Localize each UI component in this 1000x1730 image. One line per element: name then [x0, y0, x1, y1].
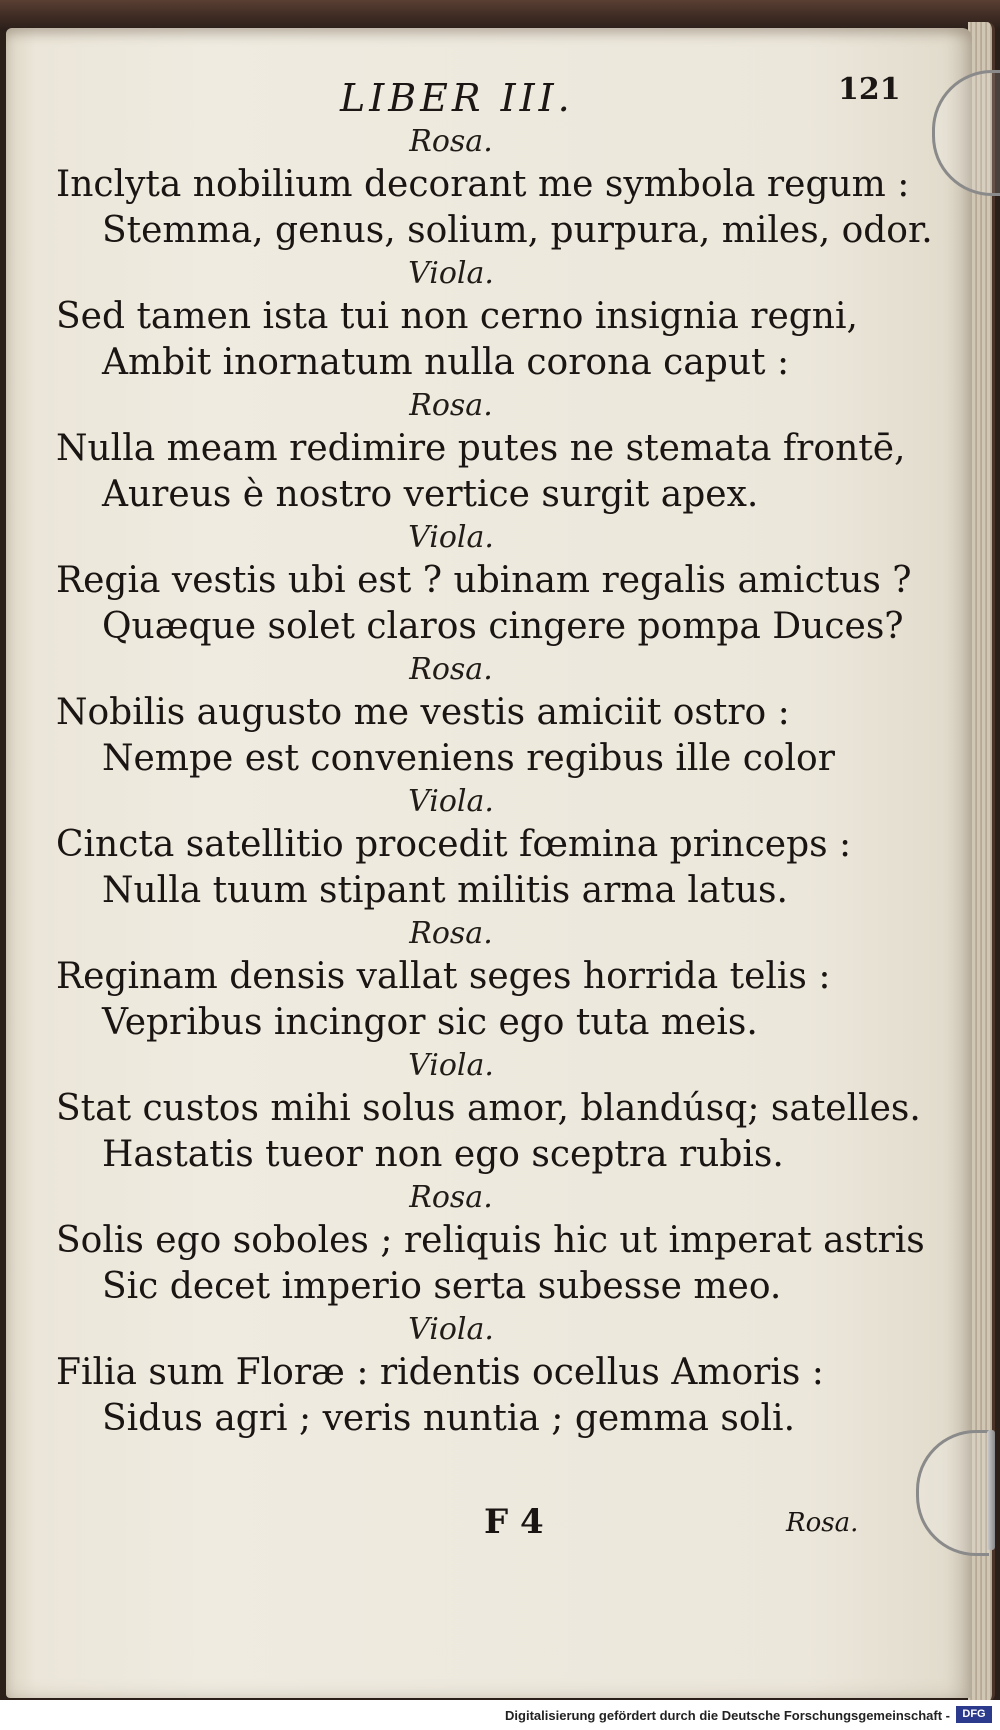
dialogue-exchange: [56, 254, 916, 386]
verse-line: Quæque solet claros cingere pompa Duces?: [102, 606, 904, 647]
verse-line: Hastatis tueor non ego sceptra rubis.: [102, 1134, 784, 1175]
dialogue-exchange: [56, 122, 933, 254]
dialogue-exchange: [56, 1178, 925, 1310]
verse-line: Nulla meam redimire putes ne stemata frontē,: [56, 428, 906, 469]
verse-line: Nempe est conveniens regibus ille color: [102, 738, 835, 779]
verse-line: Stemma, genus, solium, purpura, miles, odor.: [102, 210, 933, 251]
verse-line: Inclyta nobilium decorant me symbola regum :: [56, 164, 910, 205]
running-head: LIBER III.: [340, 76, 574, 120]
speaker-label: Rosa.: [409, 916, 493, 951]
digitization-credit: Digitalisierung gefördert durch die Deutsche Forschungsgemeinschaft -: [505, 1708, 950, 1723]
speaker-label: Viola.: [408, 1048, 494, 1083]
speaker-label: Viola.: [408, 1312, 494, 1347]
dialogue-exchange: [56, 386, 916, 518]
page-number: 121: [838, 72, 901, 107]
verse-line: Solis ego soboles ; reliquis hic ut imperat astris: [56, 1220, 925, 1261]
catchword: Rosa.: [786, 1508, 859, 1538]
dialogue-exchange: [56, 1046, 921, 1178]
speaker-label: Rosa.: [409, 124, 493, 159]
poem-text: [56, 122, 933, 1442]
verse-line: Ambit inornatum nulla corona caput :: [102, 342, 790, 383]
signature-mark: F 4: [484, 1502, 544, 1542]
speaker-label: Rosa.: [409, 1180, 493, 1215]
dialogue-exchange: [56, 782, 916, 914]
dialogue-exchange: [56, 650, 916, 782]
dialogue-exchange: [56, 518, 916, 650]
verse-line: Sic decet imperio serta subesse meo.: [102, 1266, 782, 1307]
verse-line: Vepribus incingor sic ego tuta meis.: [102, 1002, 758, 1043]
dialogue-exchange: [56, 1310, 916, 1442]
verse-line: Nobilis augusto me vestis amiciit ostro :: [56, 692, 790, 733]
speaker-label: Rosa.: [409, 652, 493, 687]
verse-line: Cincta satellitio procedit fœmina princeps :: [56, 824, 852, 865]
dialogue-exchange: [56, 914, 916, 1046]
speaker-label: Viola.: [408, 520, 494, 555]
verse-line: Stat custos mihi solus amor, blandúsq; satelles.: [56, 1088, 921, 1129]
dfg-logo: DFG: [956, 1706, 992, 1723]
verse-line: Sidus agri ; veris nuntia ; gemma soli.: [102, 1398, 796, 1439]
verse-line: Nulla tuum stipant militis arma latus.: [102, 870, 788, 911]
verse-line: Reginam densis vallat seges horrida telis :: [56, 956, 831, 997]
verse-line: Sed tamen ista tui non cerno insignia regni,: [56, 296, 858, 337]
speaker-label: Viola.: [408, 784, 494, 819]
speaker-label: Rosa.: [409, 388, 493, 423]
speaker-label: Viola.: [408, 256, 494, 291]
verse-line: Regia vestis ubi est ? ubinam regalis amictus ?: [56, 560, 912, 601]
verse-line: Filia sum Floræ : ridentis ocellus Amoris :: [56, 1352, 824, 1393]
verse-line: Aureus è nostro vertice surgit apex.: [102, 474, 759, 515]
